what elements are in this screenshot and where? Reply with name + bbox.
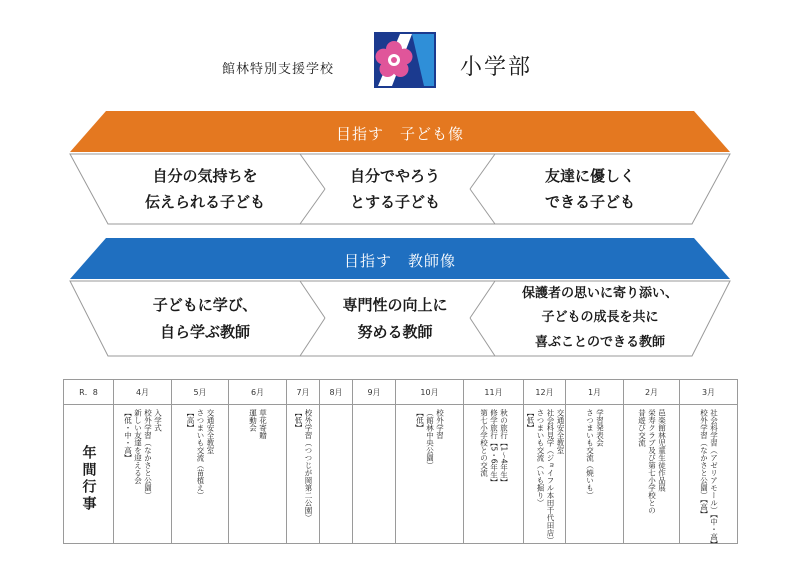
month-cell-jul: [287, 405, 320, 544]
schedule-event: 交通安全教室: [206, 409, 215, 454]
header-month-apr: 4月: [114, 380, 172, 405]
month-cell-nov: [464, 405, 524, 544]
schedule-event: 【低】: [294, 409, 303, 432]
children-vision-item-1-line2: 伝えられる子ども: [144, 193, 265, 211]
teacher-vision-item-3: [490, 281, 710, 356]
schedule-header-row: [64, 380, 738, 405]
teacher-vision-section: [0, 238, 800, 358]
header-month-mar: 3月: [680, 380, 738, 405]
children-vision-section: [0, 111, 800, 226]
schedule-event: さつまいも交流（いも掘り）: [536, 409, 545, 507]
schedule-event: 運動会: [248, 409, 258, 432]
schedule-event: 秋の旅行【1〜4年生】: [499, 409, 509, 487]
children-vision-item-2-line1: 自分でやろう: [349, 166, 440, 185]
row-label-cell: [64, 405, 114, 544]
header-month-sep: 9月: [353, 380, 396, 405]
children-vision-item-1-line1: 自分の気持ちを: [152, 166, 258, 185]
month-events: [293, 409, 313, 541]
schedule-event: 【高】: [186, 409, 195, 432]
month-cell-sep: [353, 405, 396, 544]
teacher-vision-item-2-line1: 専門性の向上に: [342, 296, 448, 315]
month-cell-aug: [320, 405, 353, 544]
schedule-event: 栄寿クラブ及び第七小学校との: [647, 409, 657, 514]
header-month-dec: 12月: [524, 380, 566, 405]
schedule-event: さつまいも交流（苗植え）: [196, 409, 205, 499]
schedule-event: 交通安全教室: [556, 409, 565, 454]
schedule-event: 修学旅行【5・6年生】: [489, 409, 499, 487]
teacher-vision-item-1: [110, 281, 300, 356]
teacher-vision-item-3-line1: 保護者の思いに寄り添い、: [521, 286, 678, 302]
header-month-feb: 2月: [624, 380, 680, 405]
header-month-jul: 7月: [287, 380, 320, 405]
month-cell-may: [172, 405, 229, 544]
schedule-event: 【低】: [415, 409, 425, 432]
children-vision-title: 目指す 子ども像: [335, 125, 464, 143]
schedule-event: 入学式: [153, 409, 163, 432]
schedule-event: 邑楽館林児童生徒作品展: [657, 409, 667, 492]
teacher-vision-item-3-line2: 子どもの成長を共に: [541, 310, 659, 326]
schedule-event: （館林中央公園）: [425, 409, 435, 469]
month-events: [123, 409, 163, 541]
month-events: [479, 409, 509, 541]
month-events: [585, 409, 605, 541]
month-cell-dec: [524, 405, 566, 544]
header-month-jun: 6月: [229, 380, 287, 405]
children-vision-item-2: [310, 154, 480, 224]
schedule-event: 昔遊び交流: [637, 409, 647, 447]
schedule-event: 新しい友達を迎える会: [133, 409, 143, 484]
month-cell-feb: [624, 405, 680, 544]
teacher-vision-item-3-line3: 喜ぶことのできる教師: [534, 334, 665, 350]
header-month-may: 5月: [172, 380, 229, 405]
children-vision-item-3-line2: できる子ども: [544, 193, 635, 211]
header-month-aug: 8月: [320, 380, 353, 405]
month-events: [637, 409, 667, 541]
children-vision-item-3: [495, 154, 685, 224]
teacher-vision-item-2: [310, 281, 480, 356]
header-year: R．8: [64, 380, 114, 405]
department-title: 小学部: [460, 55, 533, 80]
teacher-vision-item-1-line1: 子どもに学び、: [152, 296, 258, 315]
schedule-event: 第七小学校との交流: [479, 409, 489, 477]
schedule-event: 草花寄贈: [258, 409, 268, 439]
school-name: 館林特別支援学校: [222, 62, 335, 77]
schedule-event: 校外学習（なかさと公園）【高】: [699, 409, 709, 518]
children-vision-item-3-line1: 友達に優しく: [544, 166, 635, 185]
month-events: [525, 409, 565, 544]
teacher-vision-title: 目指す 教師像: [343, 252, 456, 270]
month-events: [248, 409, 268, 541]
schedule-table: [63, 379, 738, 548]
row-label: 年間行事: [80, 445, 97, 513]
month-events: [415, 409, 445, 541]
schedule-event: 校外学習: [435, 409, 445, 439]
schedule-event: 校外学習（つつじが岡第二公園）: [304, 409, 313, 522]
month-cell-oct: [396, 405, 464, 544]
school-logo-icon: [372, 30, 438, 90]
schedule-event: 社会科見学（ジョイフル本田千代田店）: [546, 409, 555, 544]
schedule-event: 社会科学習（アゼリアモール）【中・高】: [709, 409, 719, 548]
schedule-event: 校外学習（なかさと公園）: [143, 409, 153, 499]
teacher-vision-item-2-line2: 努める教師: [357, 322, 433, 341]
schedule-event: 【低・中・高】: [123, 409, 133, 462]
children-vision-item-1: [110, 154, 300, 224]
header: [0, 0, 800, 100]
month-cell-jan: [566, 405, 624, 544]
header-month-jan: 1月: [566, 380, 624, 405]
month-cell-mar: [680, 405, 738, 548]
month-events: [185, 409, 215, 541]
schedule-event: さつまいも交流（焼いも）: [585, 409, 595, 499]
month-cell-jun: [229, 405, 287, 544]
month-events: [699, 409, 719, 548]
header-month-nov: 11月: [464, 380, 524, 405]
header-month-oct: 10月: [396, 380, 464, 405]
annual-schedule: [63, 379, 737, 548]
schedule-event: 学習発表会: [595, 409, 605, 447]
schedule-event: 【低】: [526, 409, 535, 432]
schedule-events-row: [64, 405, 738, 544]
teacher-vision-item-1-line2: 自ら学ぶ教師: [159, 322, 250, 341]
children-vision-item-2-line2: とする子ども: [349, 193, 440, 211]
month-cell-apr: [114, 405, 172, 544]
